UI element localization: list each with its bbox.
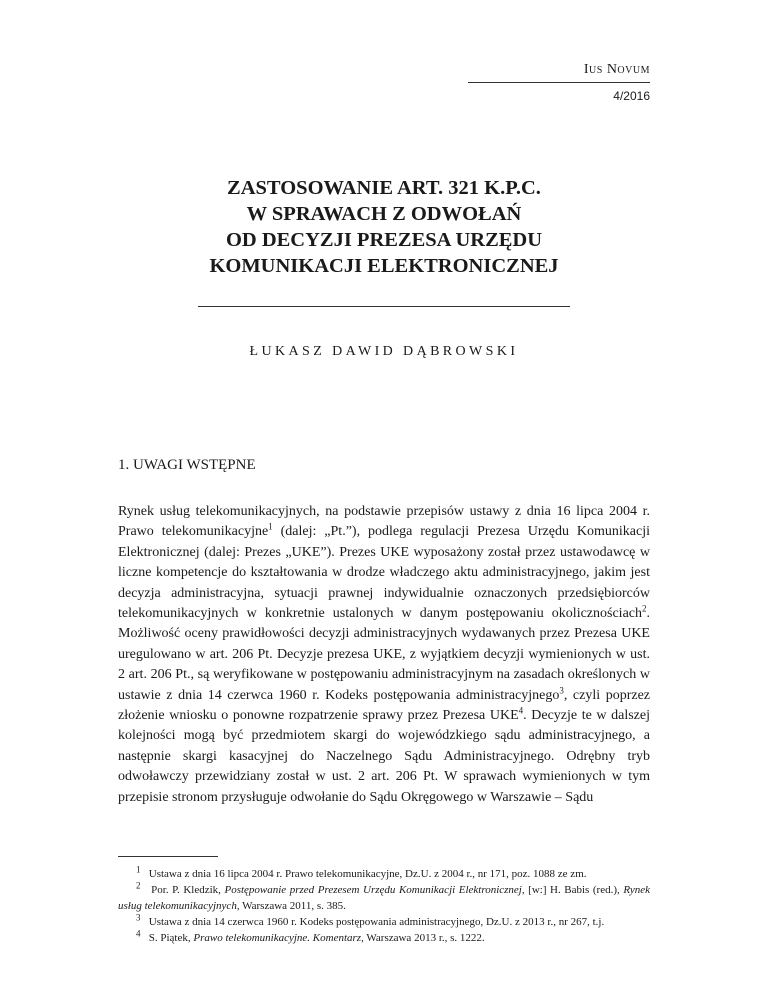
journal-issue: 4/2016 [613, 89, 650, 103]
footnote-text: Ustawa z dnia 14 czerwca 1960 r. Kodeks postępowania administracyjnego, Dz.U. z 2013 r., nr 267, t.j. [148, 916, 605, 928]
article-title [118, 175, 650, 279]
body-text-run: . Decyzje te w dalszej kolejności mogą być przedmiotem skargi do wojewódzkiego sądu administracyjnego, a następnie skargi kasacyjnej do Naczelnego Sądu Administracyjnego. Odrębny tryb odwoławczy przewidziany został w ust. 2 art. 206 Pt. W sprawach wymienionych w tym przepisie stronom przysługuje odwołanie do Sądu Okręgowego w Warszawie – Sądu [118, 708, 650, 805]
title-line: ZASTOSOWANIE ART. 321 K.P.C. [227, 177, 541, 199]
journal-rule [468, 82, 650, 83]
footnote [118, 914, 650, 930]
footnote-number: 3 [136, 912, 141, 923]
body-paragraph [118, 502, 650, 808]
footnote-text: , Warszawa 2011, s. 385. [236, 900, 346, 912]
body-text-run: Rynek usług telekomunikacyjnych, na podstawie przepisów ustawy z dnia 16 lipca 2004 r. Prawo telekomunikacyjne [118, 504, 650, 540]
footnote-text: , Warszawa 2013 r., s. 1222. [361, 932, 485, 944]
footnote-text: Por. P. Kledzik, [151, 884, 225, 896]
journal-header [468, 62, 650, 103]
footnote-text: , [w:] H. Babis (red.), [521, 884, 624, 896]
body-text-run: (dalej: „Pt.”), podlega regulacji Prezesa Urzędu Komunikacji Elektronicznej (dalej: Prezes „UKE”). Prezes UKE wyposażony został przez ustawodawcę w liczne kompetencje do kształtowania w drodze władczego aktu administracyjnego, jakim jest decyzja administracyjna, sytuacji prawnej indywidualnie oznaczonych przedsiębiorców telekomunikacyjnych w konkretnie ustalonych w danym postępowaniu okolicznościach [118, 524, 650, 622]
footnote-title: Rynek usług telekomunikacyjnych [118, 884, 650, 912]
body-text-run: , czyli poprzez złożenie wniosku o ponowne rozpatrzenie sprawy przez Prezesa UKE [118, 687, 650, 724]
journal-name: Ius Novum [583, 62, 650, 77]
section-heading: 1. UWAGI WSTĘPNE [118, 457, 256, 473]
footnote-ref: 3 [559, 685, 564, 695]
footnote-title: Prawo telekomunikacyjne. Komentarz [193, 932, 362, 944]
footnote-ref: 4 [518, 705, 524, 716]
title-rule [198, 306, 570, 307]
footnote-rule [118, 856, 218, 857]
title-line: OD DECYZJI PREZESA URZĘDU [225, 229, 543, 251]
footnote-number: 4 [136, 928, 141, 939]
footnote-number: 1 [136, 864, 141, 875]
footnote-number: 2 [136, 880, 141, 891]
title-line: KOMUNIKACJI ELEKTRONICZNEJ [209, 255, 559, 277]
footnote-ref: 1 [268, 521, 273, 532]
footnote-text: Ustawa z dnia 16 lipca 2004 r. Prawo telekomunikacyjne, Dz.U. z 2004 r., nr 171, poz. 1088 ze zm. [148, 868, 587, 880]
footnote [118, 930, 650, 946]
footnote-text: S. Piątek, [148, 932, 194, 944]
footnote [118, 866, 650, 882]
body-text [118, 502, 650, 808]
body-text-run: . Możliwość oceny prawidłowości decyzji administracyjnych wydawanych przez Prezesa UKE uregulowano w art. 206 Pt. Decyzje prezesa UKE, z wyjątkiem decyzji wymienionych w ust. 2 art. 206 Pt., są weryfikowane w postępowaniu administracyjnym na zasadach określonych w ustawie z dnia 14 czerwca 1960 r. Kodeks postępowania administracyjnego [118, 606, 650, 703]
title-line: W SPRAWACH Z ODWOŁAŃ [246, 203, 522, 225]
footnotes [118, 866, 650, 946]
footnote-ref: 2 [642, 603, 647, 614]
footnote-title: Postępowanie przed Prezesem Urzędu Komunikacji Elektronicznej [224, 884, 522, 896]
footnote [118, 882, 650, 914]
author-name: ŁUKASZ DAWID DĄBROWSKI [249, 344, 519, 359]
